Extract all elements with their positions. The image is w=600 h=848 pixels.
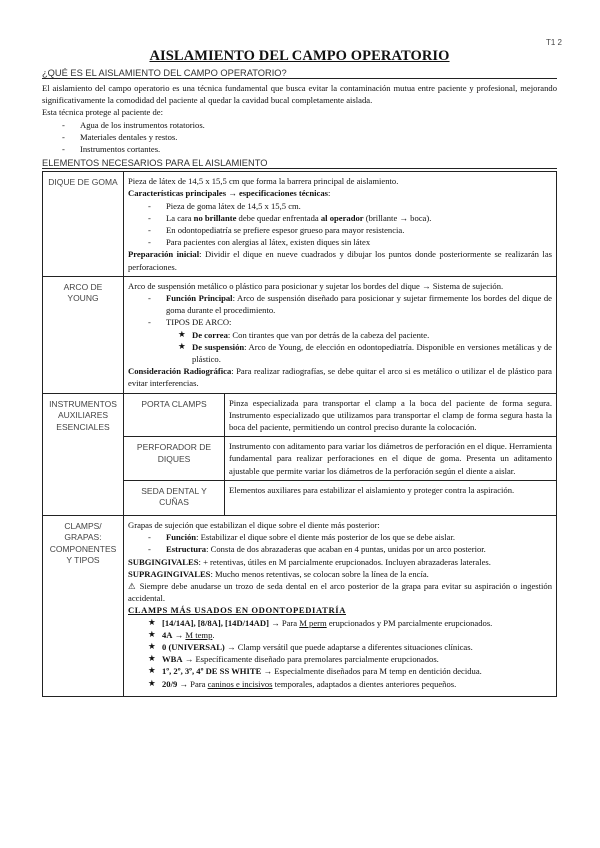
sub-label-seda: SEDA DENTAL Y CUÑAS: [124, 480, 225, 515]
bold-text: SUBGINGIVALES: [128, 556, 199, 567]
row-label-dique: DIQUE DE GOMA: [43, 172, 124, 277]
text: erupcionados y PM parcialmente erupcionados.: [326, 617, 493, 628]
list-item: - Agua de los instrumentos rotatorios.: [62, 119, 557, 131]
text: Instrumento con aditamento para variar los diámetros de perforación en el dique. Herramienta fundamental para realizar perforaciones en el dique de goma. Presenta un aditamento ajustable que permite variar los diámetros de la perforación según el diente a aislar.: [229, 441, 552, 476]
section-heading-what-is: ¿QUÉ ES EL AISLAMIENTO DEL CAMPO OPERATORIO?: [42, 68, 557, 79]
list-item: [148, 292, 552, 316]
bold-text: 1º, 2º, 3º, 4º DE SS WHITE: [162, 666, 262, 677]
text: → Específicamente diseñado para premolares parcialmente erupcionados.: [182, 654, 439, 665]
clamps-supra: [128, 568, 552, 580]
list-item: - En odontopediatría se prefiere espesor grueso para mayor resistencia.: [148, 224, 552, 236]
bold-text: SUPRAGINGIVALES: [128, 568, 211, 579]
text: Pinza especializada para transportar el clamp a la boca del paciente de forma segura. Instrumento especializado que utilizamos para transportar el clamp de forma segura hasta la boca del paciente, permitiendo un control preciso durante la colocación.: [229, 397, 552, 433]
list-item: [178, 341, 552, 365]
clamps-most-used-heading: CLAMPS MÁS USADOS EN ODONTOPEDIATRÍA: [128, 605, 347, 616]
list-item: - Instrumentos cortantes.: [62, 143, 557, 155]
sub-label-porta-clamps: PORTA CLAMPS: [124, 393, 225, 437]
row-label-instrumentos: INSTRUMENTOS AUXILIARES ESENCIALES: [43, 393, 124, 515]
text: → Especialmente diseñados para M temp en dentición decidua.: [261, 666, 482, 677]
dique-prep: [128, 248, 552, 272]
list-item: - TIPOS DE ARCO:: [148, 316, 552, 328]
dique-list: [128, 200, 552, 249]
dique-intro: Pieza de látex de 14,5 x 15,5 cm que forma la barrera principal de aislamiento.: [128, 176, 399, 187]
section-heading-elements: ELEMENTOS NECESARIOS PARA EL AISLAMIENTO: [42, 158, 557, 169]
bold-text: Estructura: [166, 544, 207, 555]
dique-char-line: [128, 187, 552, 199]
underlined-text: M perm: [299, 617, 327, 628]
list-item: [148, 641, 552, 653]
clamps-intro: Grapas de sujeción que estabilizan el dique sobre el diente más posterior:: [128, 519, 380, 530]
text: → Para: [177, 678, 208, 689]
seda-cell: [225, 480, 557, 515]
dique-char-label: Características principales → especificaciones técnicas: [128, 188, 328, 199]
clamps-list: [128, 531, 552, 555]
bold-text: 20/9: [162, 678, 178, 689]
arco-types-list: [128, 329, 552, 366]
table-row: [43, 276, 557, 393]
dique-char-colon: :: [328, 188, 331, 199]
arco-rad: [128, 365, 552, 389]
text: (brillante → boca).: [363, 212, 432, 223]
text: : Arco de Young, de elección en odontopediatría. Disponible en versiones metálicas y de plástico.: [192, 341, 552, 365]
list-item: - Para pacientes con alergias al látex, existen diques sin látex: [148, 236, 552, 248]
arco-cell: [124, 276, 557, 393]
list-item: [148, 665, 552, 677]
bold-text: Función Principal: [166, 293, 233, 304]
list-item: - Pieza de goma látex de 14,5 x 15,5 cm.: [148, 200, 552, 212]
list-item: [148, 629, 552, 641]
clamps-warning: ⚠ Siempre debe anudarse un trozo de seda dental en el arco posterior de la grapa para evitar su aspiración o ingestión accidental.: [128, 580, 552, 604]
arco-intro: Arco de suspensión metálico o plástico para posicionar y sujetar los bordes del dique → Sistema de sujeción.: [128, 280, 504, 291]
bold-text: Consideración Radiográfica: [128, 366, 232, 377]
text: →: [172, 629, 186, 640]
bold-text: De suspensión: [192, 341, 245, 352]
text: : Mucho menos retentivas, se colocan sobre la línea de la encía.: [210, 568, 429, 579]
text: : Para realizar radiografías, se debe quitar el arco si es metálico o utilizar el de plástico para evitar interferencias.: [128, 366, 552, 389]
page-title: AISLAMIENTO DEL CAMPO OPERATORIO: [149, 48, 450, 64]
text: : Consta de dos abrazaderas que acaban en 4 puntas, unidas por un arco posterior.: [206, 544, 486, 555]
list-item: [148, 212, 552, 224]
list-item: [148, 543, 552, 555]
document-body: [42, 48, 557, 697]
arco-list: [128, 292, 552, 329]
clamps-cell: [124, 515, 557, 696]
bold-text: Función: [166, 532, 197, 543]
bold-text: no brillante: [193, 212, 237, 223]
bold-text: al operador: [320, 212, 364, 223]
bold-text: De correa: [192, 329, 228, 340]
page-number: T1 2: [545, 38, 562, 47]
clamps-most-used-list: [128, 617, 552, 690]
bold-text: Preparación inicial: [128, 249, 200, 260]
row-label-arco: ARCO DE YOUNG: [43, 276, 124, 393]
bold-text: 0 (UNIVERSAL): [162, 641, 225, 652]
clamps-sub: [128, 556, 552, 568]
protects-label: Esta técnica protege al paciente de:: [42, 107, 163, 118]
text: : Arco de suspensión diseñado para posicionar y sujetar firmemente los bordes del dique de goma durante el procedimiento.: [166, 293, 552, 316]
text: : + retentivas, útiles en M parcialmente erupcionados. Incluyen abrazaderas laterales.: [198, 556, 491, 567]
text: : Estabilizar el dique sobre el diente más posterior de los que se debe aislar.: [196, 532, 456, 543]
text: → Para: [268, 617, 300, 628]
text: : Dividir el dique en nueve cuadrados y dibujar los puntos donde posteriormente se realizarán las perforaciones.: [128, 249, 552, 272]
list-item: - Materiales dentales y restos.: [62, 131, 557, 143]
text: debe quedar enfrentada: [236, 212, 321, 223]
list-item: [148, 678, 552, 690]
bold-text: [14/14A], [8/8A], [14D/14AD]: [162, 617, 269, 628]
bold-text: WBA: [162, 654, 183, 665]
text: Elementos auxiliares para estabilizar el aislamiento y proteger contra la aspiración.: [229, 484, 515, 495]
underlined-text: caninos e incisivos: [207, 678, 273, 689]
text: temporales, adaptados a dientes anteriores pequeños.: [272, 678, 457, 689]
perforador-cell: [225, 437, 557, 481]
table-row: [43, 393, 557, 437]
dique-cell: [124, 172, 557, 277]
bold-text: 4A: [162, 629, 173, 640]
text: → Clamp versátil que puede adaptarse a diferentes situaciones clínicas.: [224, 641, 473, 652]
row-label-clamps: CLAMPS/ GRAPAS: COMPONENTES Y TIPOS: [43, 515, 124, 696]
protects-list: [42, 119, 557, 156]
text: : Con tirantes que van por detrás de la cabeza del paciente.: [227, 329, 430, 340]
text: .: [212, 629, 215, 640]
underlined-text: M temp: [185, 629, 213, 640]
sub-label-perforador: PERFORADOR DE DIQUES: [124, 437, 225, 481]
table-row: [43, 172, 557, 277]
porta-clamps-cell: [225, 393, 557, 437]
list-item: [178, 329, 552, 341]
intro-paragraph: El aislamiento del campo operatorio es una técnica fundamental que busca evitar la contaminación mutua entre paciente y profesional, mejorando significativamente la comodidad del paciente al quedar la cavidad bucal completamente aislada.: [42, 83, 557, 106]
text: La cara: [166, 212, 194, 223]
list-item: [148, 653, 552, 665]
list-item: [148, 531, 552, 543]
table-row: [43, 515, 557, 696]
list-item: [148, 617, 552, 629]
elements-table: [42, 171, 557, 697]
